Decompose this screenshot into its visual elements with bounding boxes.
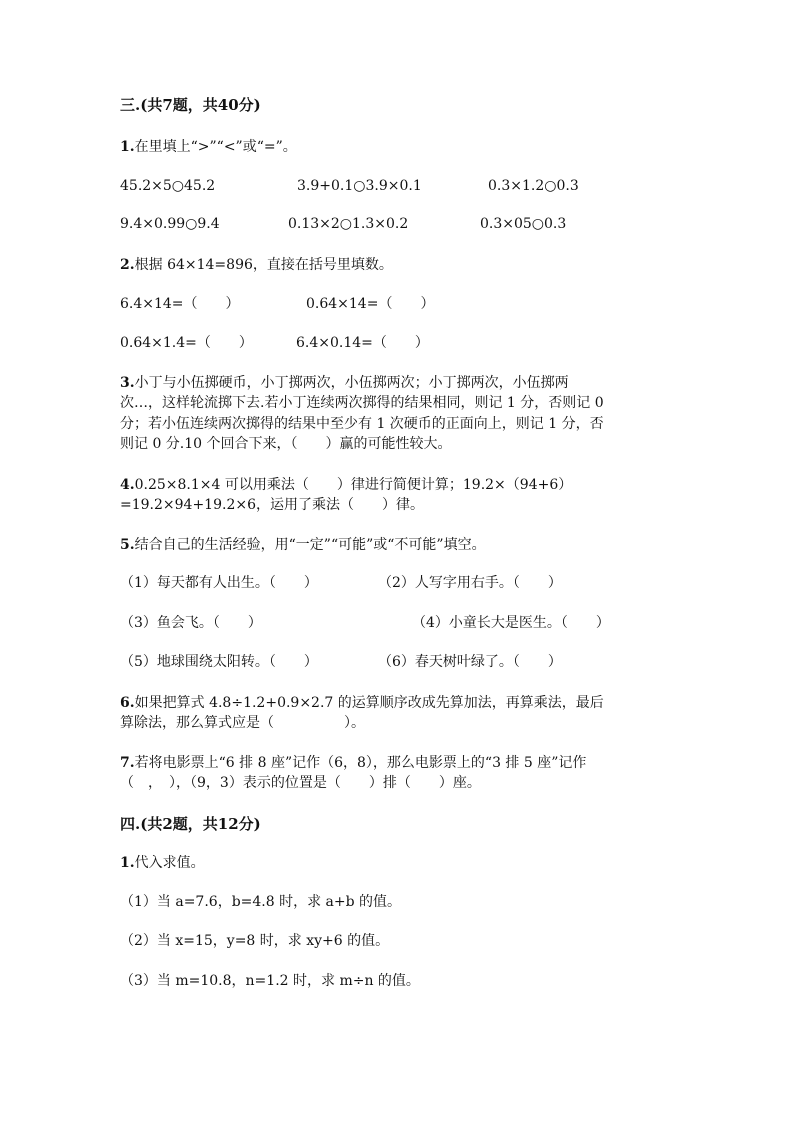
question-number: 6. [120,695,135,711]
section-3-title: 三.(共7题，共40分) [120,96,261,114]
fill-item: 6.4×14=（ ） [120,296,240,312]
question-number: 1. [120,139,135,155]
evaluate-item-2: （2）当 x=15，y=8 时，求 xy+6 的值。 [120,933,390,949]
fill-item: 6.4×0.14=（ ） [296,335,429,351]
question-text: 如果把算式 4.8÷1.2+0.9×2.7 的运算顺序改成先算加法，再算乘法，最后 [134,695,604,711]
compare-item: 0.3×1.2○0.3 [488,178,579,194]
judge-item: （4）小童长大是医生。（ ） [412,615,610,631]
section-4-title: 四.(共2题，共12分) [120,815,261,833]
question-3-7-line-1 [120,753,674,773]
judge-item: （3）鱼会飞。（ ） [120,615,262,631]
question-text: 小丁与小伍掷硬币，小丁掷两次，小伍掷两次；小丁掷两次，小伍掷两 [134,375,569,391]
evaluate-item-3: （3）当 m=10.8，n=1.2 时，求 m÷n 的值。 [120,973,420,989]
fill-item: 0.64×1.4=（ ） [120,335,253,351]
compare-item: 3.9+0.1○3.9×0.1 [297,178,422,194]
question-3-3-line-3: 分；若小伍连续两次掷得的结果中至少有 1 次硬币的正面向上，则记 1 分，否 [120,416,604,432]
judge-item: （2）人写字用右手。（ ） [378,575,562,591]
judge-item: （6）春天树叶绿了。（ ） [378,654,562,670]
question-number: 1. [120,855,135,871]
question-number: 5. [120,537,135,553]
question-text: 在里填上“>”“<”或“=”。 [134,139,297,155]
question-3-5 [120,535,674,555]
fill-item: 0.64×14=（ ） [306,296,435,312]
evaluate-item-1: （1）当 a=7.6，b=4.8 时，求 a+b 的值。 [120,894,402,910]
question-text: 0.25×8.1×4 可以用乘法（ ）律进行简便计算；19.2×（94+6） [134,477,573,493]
question-number: 3. [120,375,135,391]
compare-item: 0.3×05○0.3 [480,216,567,232]
question-text: 根据 64×14=896，直接在括号里填数。 [134,257,393,273]
question-text: 若将电影票上“6 排 8 座”记作（6，8），那么电影票上的“3 排 5 座”记作 [134,755,587,771]
question-3-3-line-2: 次…，这样轮流掷下去.若小丁连续两次掷得的结果相同，则记 1 分，否则记 0 [120,395,604,411]
question-number: 7. [120,755,135,771]
question-3-7-line-2: （ ， ），（9，3）表示的位置是（ ）排（ ）座。 [120,775,481,791]
question-4-1 [120,853,674,873]
question-3-1 [120,137,674,157]
question-3-4-line-1 [120,475,674,495]
question-number: 4. [120,477,135,493]
compare-item: 0.13×2○1.3×0.2 [288,216,409,232]
judge-item: （1）每天都有人出生。（ ） [120,575,318,591]
question-text: 代入求值。 [134,855,205,871]
compare-item: 9.4×0.99○9.4 [120,216,220,232]
compare-item: 45.2×5○45.2 [120,178,216,194]
question-3-4-line-2: =19.2×94+19.2×6，运用了乘法（ ）律。 [120,497,424,513]
question-3-2 [120,255,674,275]
question-3-3-line-4: 则记 0 分.10 个回合下来，（ ）赢的可能性较大。 [120,436,452,452]
question-3-6-line-1 [120,693,674,713]
question-3-6-line-2: 算除法，那么算式应是（ ）。 [120,715,365,731]
judge-item: （5）地球围绕太阳转。（ ） [120,654,318,670]
question-number: 2. [120,257,135,273]
question-3-3-line-1 [120,373,674,393]
question-text: 结合自己的生活经验，用“一定”“可能”或“不可能”填空。 [134,537,486,553]
